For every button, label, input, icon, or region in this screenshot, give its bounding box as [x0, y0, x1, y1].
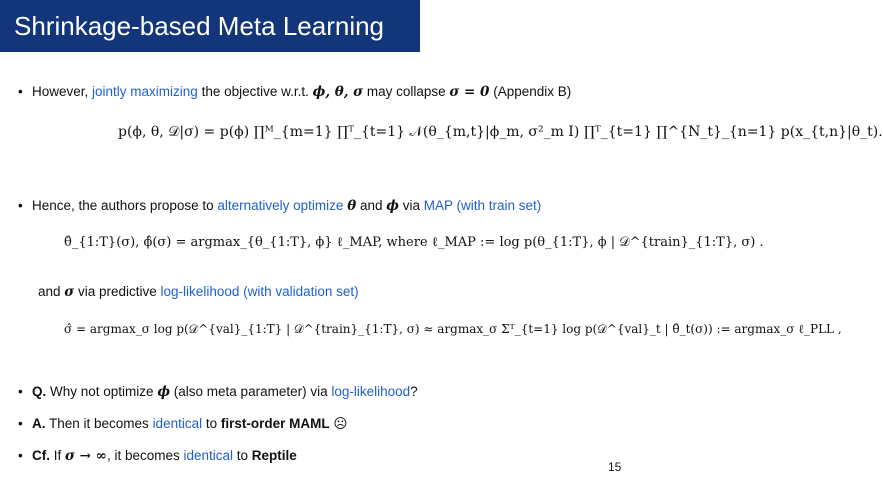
text: and: [38, 284, 65, 299]
highlight-map: MAP (with train set): [423, 198, 542, 213]
highlight-log-likelihood: log-likelihood: [331, 384, 411, 399]
text: If: [50, 448, 66, 463]
text: may collapse: [363, 84, 450, 99]
bullet-dot: •: [18, 448, 23, 463]
bullet-alternating-optimization: [18, 198, 541, 214]
bullet-dot: •: [18, 384, 23, 399]
line-sigma-pll: [38, 284, 359, 300]
page-number: 15: [608, 460, 622, 474]
highlight-jointly-maximizing: jointly maximizing: [92, 84, 198, 99]
math-phi: ϕ: [386, 198, 399, 214]
bullet-dot: •: [18, 198, 23, 213]
text: via predictive: [74, 284, 161, 299]
bullet-dot: •: [18, 416, 23, 431]
first-order-maml: first-order MAML: [220, 416, 330, 431]
slide-title: Shrinkage-based Meta Learning: [14, 11, 385, 41]
bullet-answer: [18, 416, 347, 432]
text: the objective w.r.t.: [197, 84, 313, 99]
appendix-ref: (Appendix B): [489, 84, 572, 99]
label-cf: Cf.: [32, 448, 50, 463]
text: and: [356, 198, 387, 213]
math-sigma-infinity: σ → ∞: [65, 448, 107, 464]
bullet-question: [18, 384, 418, 400]
math-vars: ϕ, θ, σ: [312, 84, 364, 100]
highlight-log-likelihood-validation: log-likelihood (with validation set): [160, 284, 359, 299]
math-sigma: σ: [64, 284, 75, 300]
text: ?: [410, 384, 418, 399]
text: Hence, the authors propose to: [32, 198, 218, 213]
highlight-identical: identical: [183, 448, 233, 463]
text: Then it becomes: [45, 416, 153, 431]
math-phi: ϕ: [157, 384, 171, 400]
equation-joint-likelihood: p(ϕ, θ, 𝒟|σ) = p(ϕ) ∏ᴹ_{m=1} ∏ᵀ_{t=1} 𝒩(θ_{m,t}|ϕ_m, σ²_m I) ∏ᵀ_{t=1} ∏^{N_t}_{n=1} p(x_{t,n}|θ_t).: [118, 124, 883, 140]
text: (also meta parameter) via: [170, 384, 332, 399]
math-collapse-condition: σ = 0: [449, 84, 490, 100]
highlight-alternatively-optimize: alternatively optimize: [217, 198, 344, 213]
text: to: [202, 416, 221, 431]
sad-face-icon: ☹: [329, 416, 348, 431]
equation-pll: σ̂ = argmax_σ log p(𝒟^{val}_{1:T} | 𝒟^{train}_{1:T}, σ) ≈ argmax_σ Σᵀ_{t=1} log p(𝒟^{val}_t | θ̂_t(σ)) := argmax_σ ℓ_PLL ,: [64, 322, 842, 336]
highlight-identical: identical: [152, 416, 203, 431]
text: , it becomes: [106, 448, 184, 463]
bullet-reptile: [18, 448, 297, 464]
text: Why not optimize: [46, 384, 158, 399]
equation-map: θ̂_{1:T}(σ), ϕ̂(σ) = argmax_{θ_{1:T}, ϕ} ℓ_MAP, where ℓ_MAP := log p(θ_{1:T}, ϕ | 𝒟^{train}_{1:T}, σ) .: [64, 235, 764, 250]
label-a: A.: [32, 416, 46, 431]
math-theta: θ: [347, 198, 357, 214]
text: to: [233, 448, 252, 463]
label-q: Q.: [32, 384, 47, 399]
bullet-collapse: [18, 84, 571, 100]
text: However,: [32, 84, 93, 99]
text: via: [398, 198, 424, 213]
bullet-dot: •: [18, 84, 23, 99]
reptile: Reptile: [251, 448, 297, 463]
